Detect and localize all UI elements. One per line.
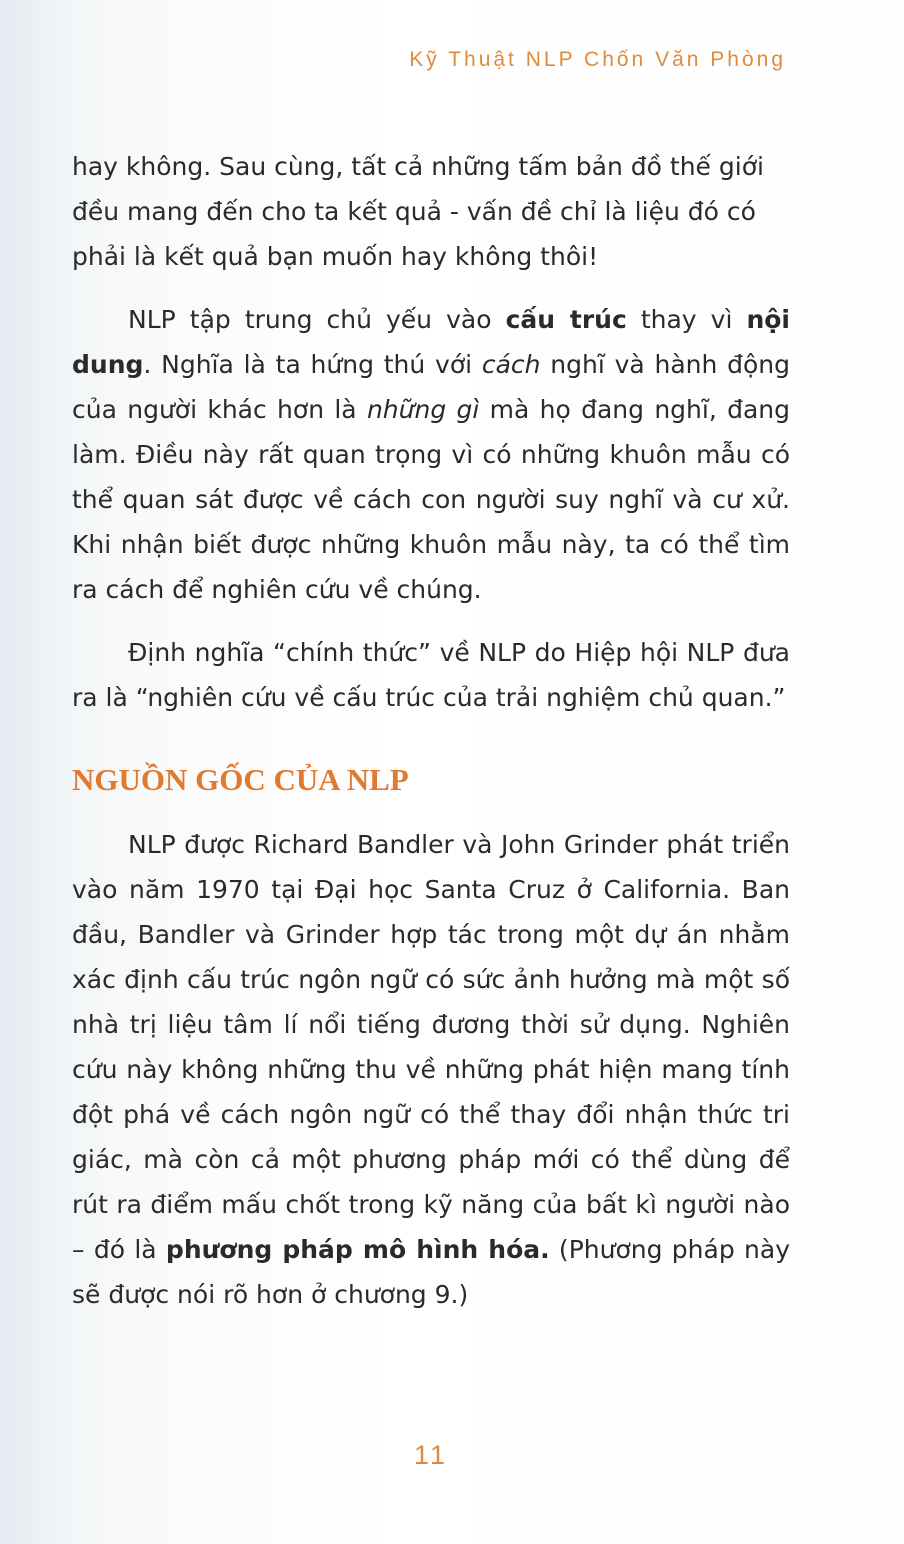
section-heading: NGUỒN GỐC CỦA NLP — [72, 762, 409, 797]
running-header-title: Kỹ Thuật NLP Chốn Văn Phòng — [409, 48, 786, 71]
text-run: nghĩ và hành động của người khác hơn là — [72, 350, 790, 424]
text-run: NLP được Richard Bandler và John Grinder phát triển vào năm 1970 tại Đại học Santa Cruz ở California. Ban đầu, Bandler và Grinder hợp tác trong một dự án nhằm xác định cấu trúc ngôn ngữ có sức ảnh hưởng mà một số nhà trị liệu tâm lí nổi tiếng đương thời sử dụng. Nghiên cứu này không những thu về những phát hiện mang tính đột phá về cách ngôn ngữ có thể thay đổi nhận thức tri giác, mà còn cả một phương pháp mới có thể dùng để rút ra điểm mấu chốt trong kỹ năng của bất kì người nào – đó là — [72, 830, 790, 1264]
bold-term-modeling: phương pháp mô hình hóa. — [165, 1235, 550, 1264]
paragraph-official-definition: Định nghĩa “chính thức” về NLP do Hiệp hội NLP đưa ra là “nghiên cứu về cấu trúc của trải nghiệm chủ quan.” — [72, 638, 790, 712]
page-number: 11 — [413, 1440, 449, 1470]
paragraph-structure-vs-content — [72, 297, 790, 612]
text-run: mà họ đang nghĩ, đang làm. Điều này rất quan trọng vì có những khuôn mẫu có thể quan sát được về cách con người suy nghĩ và cư xử. Khi nhận biết được những khuôn mẫu này, ta có thể tìm ra cách để nghiên cứu về chúng. — [72, 395, 790, 604]
bold-term-content: nội dung — [72, 305, 790, 379]
text-run: (Phương pháp này sẽ được nói rõ hơn ở chương 9.) — [72, 1235, 790, 1309]
bold-term-structure: cấu trúc — [505, 305, 627, 334]
text-run: NLP tập trung chủ yếu vào — [128, 305, 506, 334]
text-run: thay vì — [626, 305, 747, 334]
page-body — [72, 144, 790, 1317]
italic-term-what: những gì — [366, 395, 480, 424]
paragraph-origin — [72, 822, 790, 1317]
italic-term-how: cách — [481, 350, 541, 379]
paragraph-continuation: hay không. Sau cùng, tất cả những tấm bản đồ thế giới đều mang đến cho ta kết quả - vấn đề chỉ là liệu đó có phải là kết quả bạn muốn hay không thôi! — [72, 152, 764, 271]
text-run: . Nghĩa là ta hứng thú với — [143, 350, 482, 379]
